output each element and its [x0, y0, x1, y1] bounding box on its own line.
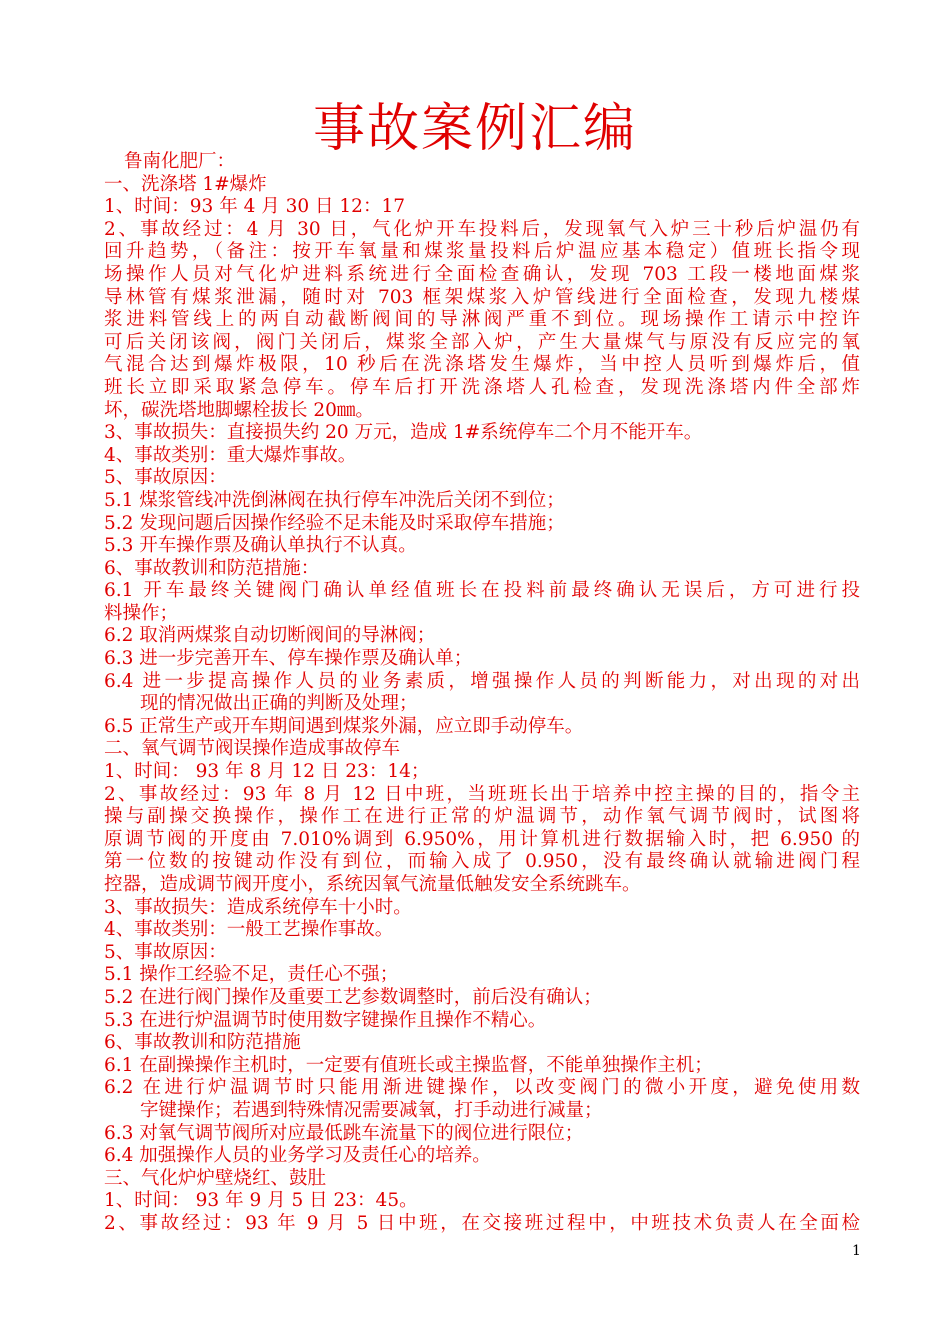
paragraph-line: 4、事故类别：一般工艺操作事故。 [104, 919, 394, 941]
paragraph-line: 6、事故教训和防范措施 [104, 1032, 301, 1054]
paragraph-line: 5.1 操作工经验不足，责任心不强； [104, 964, 399, 986]
paragraph-line: 2、事故经过：93 年 9 月 5 日中班，在交接班过程中，中班技术负责人在全面检 [104, 1212, 860, 1234]
paragraph-line: 6.2 在进行炉温调节时只能用渐进键操作，以改变阀门的微小开度，避免使用数 [104, 1077, 860, 1099]
paragraph-line: 1、时间： 93 年 8 月 12 日 23：14； [104, 761, 430, 783]
paragraph-line: 料操作； [104, 602, 179, 624]
paragraph-line: 5、事故原因： [104, 467, 227, 489]
paragraph-line: 1、时间： 93 年 9 月 5 日 23：45。 [104, 1190, 418, 1212]
paragraph-line: 5.2 发现问题后因操作经验不足未能及时采取停车措施； [104, 512, 565, 534]
paragraph-line: 6.4 进一步提高操作人员的业务素质，增强操作人员的判断能力，对出现的对出 [104, 670, 860, 692]
paragraph-line: 气混合达到爆炸极限，10 秒后在洗涤塔发生爆炸，当中控人员听到爆炸后，值 [104, 354, 860, 376]
paragraph-line: 2、事故经过：4 月 30 日，气化炉开车投料后，发现氧气入炉三十秒后炉温仍有 [104, 218, 860, 240]
paragraph-line: 3、事故损失：直接损失约 20 万元，造成 1#系统停车二个月不能开车。 [104, 422, 703, 444]
paragraph-line: 浆进料管线上的两自动截断阀间的导淋阀严重不到位。现场操作工请示中控许 [104, 309, 860, 331]
paragraph-line: 6.5 正常生产或开车期间遇到煤浆外漏，应立即手动停车。 [104, 715, 584, 737]
paragraph-line: 2、事故经过：93 年 8 月 12 日中班，当班班长出于培养中控主操的目的，指令主 [104, 783, 860, 805]
paragraph-line: 5.3 在进行炉温调节时使用数字键操作且操作不精心。 [104, 1009, 547, 1031]
paragraph-line: 5.1 煤浆管线冲洗倒淋阀在执行停车冲洗后关闭不到位； [104, 489, 565, 511]
paragraph-line: 控器，造成调节阀开度小，系统因氧气流量低触发安全系统跳车。 [104, 874, 641, 895]
paragraph-line: 6.1 开车最终关键阀门确认单经值班长在投料前最终确认无误后，方可进行投 [104, 580, 860, 602]
paragraph-line: 4、事故类别：重大爆炸事故。 [104, 444, 357, 466]
paragraph-line: 5.2 在进行阀门操作及重要工艺参数调整时，前后没有确认； [104, 986, 602, 1008]
paragraph-line: 导林管有煤浆泄漏，随时对 703 框架煤浆入炉管线进行全面检查，发现九楼煤 [104, 286, 860, 308]
paragraph-line: 场操作人员对气化炉进料系统进行全面检查确认，发现 703 工段一楼地面煤浆 [104, 263, 860, 285]
paragraph-line: 现的情况做出正确的判断及处理； [140, 693, 418, 715]
paragraph-line: 6、事故教训和防范措施： [104, 557, 320, 579]
document-title: 事故案例汇编 [312, 99, 637, 159]
paragraph-line: 第一位数的按键动作没有到位，而输入成了 0.950，没有最终确认就输进阀门程 [104, 851, 860, 873]
paragraph-line: 6.1 在副操操作主机时，一定要有值班长或主操监督，不能单独操作主机； [104, 1054, 713, 1076]
section-heading-3: 三、气化炉炉壁烧红、鼓肚 [104, 1167, 327, 1189]
paragraph-line: 操与副操交换操作，操作工在进行正常的炉温调节，动作氧气调节阀时，试图将 [104, 806, 860, 828]
paragraph-line: 6.2 取消两煤浆自动切断阀间的导淋阀； [104, 625, 436, 647]
paragraph-line: 字键操作；若遇到特殊情况需要减氧，打手动进行减量； [140, 1099, 603, 1121]
paragraph-line: 原调节阀的开度由 7.010%调到 6.950%，用计算机进行数据输入时，把 6.950 的 [104, 828, 860, 850]
document-body [104, 151, 860, 1236]
paragraph-line: 坏，碳洗塔地脚螺栓拔长 20㎜。 [104, 399, 374, 421]
paragraph-line: 6.3 对氧气调节阀所对应最低跳车流量下的阀位进行限位； [104, 1122, 584, 1144]
paragraph-line: 可后关闭该阀，阀门关闭后，煤浆全部入炉，产生大量煤气与原没有反应完的氧 [104, 331, 860, 353]
paragraph-line: 6.4 加强操作人员的业务学习及责任心的培养。 [104, 1145, 491, 1167]
paragraph-line: 5、事故原因： [104, 941, 227, 963]
paragraph-line: 1、时间：93 年 4 月 30 日 12：17 [104, 196, 405, 218]
paragraph-line: 回升趋势，（备注：按开车氧量和煤浆量投料后炉温应基本稳定）值班长指令现 [104, 241, 860, 263]
paragraph-line: 6.3 进一步完善开车、停车操作票及确认单； [104, 648, 473, 670]
factory-name: 鲁南化肥厂： [124, 151, 236, 172]
page-number: 1 [852, 1243, 861, 1259]
section-heading-2: 二、氧气调节阀误操作造成事故停车 [104, 738, 401, 760]
paragraph-line: 5.3 开车操作票及确认单执行不认真。 [104, 535, 417, 557]
paragraph-line: 3、事故损失：造成系统停车十小时。 [104, 896, 412, 918]
paragraph-line: 班长立即采取紧急停车。停车后打开洗涤塔人孔检查，发现洗涤塔内件全部炸 [104, 376, 860, 398]
section-heading-1: 一、洗涤塔 1#爆炸 [104, 173, 267, 195]
